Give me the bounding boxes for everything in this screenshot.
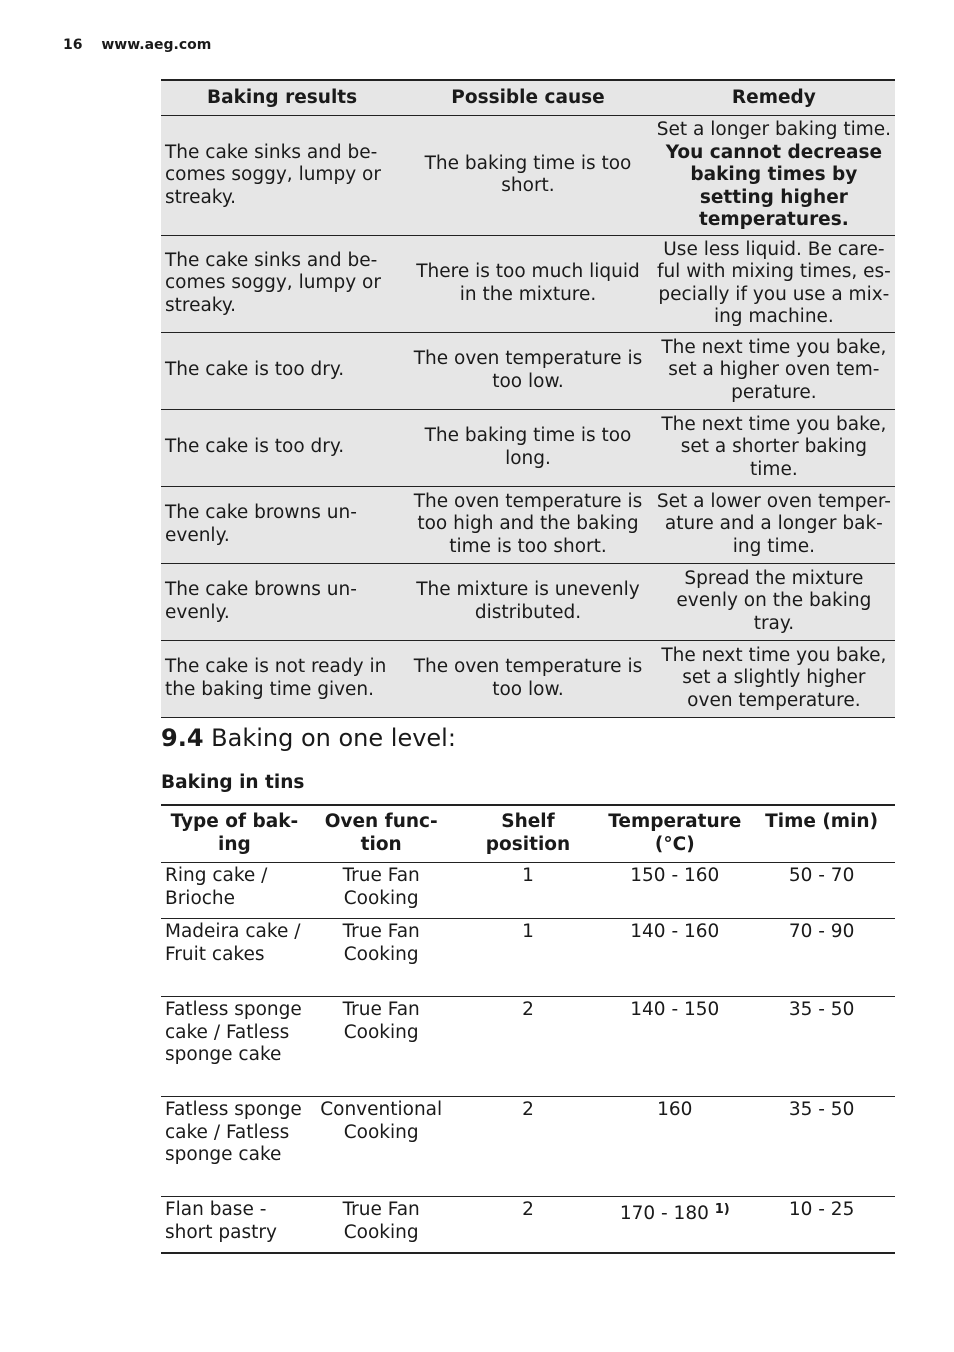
result-cell: The cake browns un-evenly.: [161, 486, 403, 563]
shelf-cell: 1: [455, 863, 602, 919]
function-cell: True Fan Cooking: [308, 863, 455, 919]
time-cell: 50 - 70: [748, 863, 895, 919]
table-row: [161, 1197, 895, 1253]
time-cell: 35 - 50: [748, 1097, 895, 1197]
function-cell: Conventional Cooking: [308, 1097, 455, 1197]
table-row: [161, 486, 895, 563]
type-cell: Flan base - short pastry: [161, 1197, 308, 1253]
cause-cell: The oven temperature is too high and the baking time is too short.: [403, 486, 653, 563]
column-header-shelf: Shelf position: [455, 805, 602, 863]
column-header-results: Baking results: [161, 80, 403, 116]
table-row: [161, 332, 895, 409]
temperature-cell: 160: [601, 1097, 748, 1197]
temperature-cell: [601, 1197, 748, 1253]
cause-cell: The oven temperature is too low.: [403, 640, 653, 717]
cause-cell: The baking time is too short.: [403, 116, 653, 236]
footnote-marker: 1): [714, 1202, 730, 1217]
type-cell: Ring cake / Brioche: [161, 863, 308, 919]
column-header-cause: Possible cause: [403, 80, 653, 116]
table-row: [161, 235, 895, 332]
table-row: [161, 1097, 895, 1197]
table-header-row: [161, 80, 895, 116]
section-title-text: Baking on one level:: [211, 724, 456, 752]
time-cell: 10 - 25: [748, 1197, 895, 1253]
table-row: [161, 640, 895, 717]
temperature-cell: 150 - 160: [601, 863, 748, 919]
table-row: [161, 863, 895, 919]
result-cell: The cake browns un-evenly.: [161, 563, 403, 640]
remedy-cell: The next time you bake, set a slightly higher oven temperature.: [653, 640, 895, 717]
shelf-cell: 2: [455, 997, 602, 1097]
function-cell: True Fan Cooking: [308, 919, 455, 997]
remedy-cell: Use less liquid. Be care-ful with mixing times, es-pecially if you use a mix-ing machine.: [653, 235, 895, 332]
shelf-cell: 2: [455, 1097, 602, 1197]
type-cell: Madeira cake / Fruit cakes: [161, 919, 308, 997]
column-header-temperature: Temperature (°C): [601, 805, 748, 863]
cause-cell: There is too much liquid in the mixture.: [403, 235, 653, 332]
section-heading: [161, 724, 456, 752]
remedy-cell: [653, 116, 895, 236]
remedy-cell: Spread the mixture evenly on the baking tray.: [653, 563, 895, 640]
troubleshooting-table: [161, 79, 895, 718]
result-cell: The cake sinks and be-comes soggy, lumpy or streaky.: [161, 116, 403, 236]
shelf-cell: 1: [455, 919, 602, 997]
remedy-cell: Set a lower oven temper-ature and a longer bak-ing time.: [653, 486, 895, 563]
time-cell: 70 - 90: [748, 919, 895, 997]
temperature-cell: 140 - 160: [601, 919, 748, 997]
temperature-value: 170 - 180: [619, 1203, 709, 1224]
page-number: 16: [63, 37, 83, 53]
table-row: [161, 563, 895, 640]
table-row: [161, 116, 895, 236]
remedy-text: Set a longer baking time.: [656, 119, 891, 140]
table-row: [161, 409, 895, 486]
result-cell: The cake is not ready in the baking time given.: [161, 640, 403, 717]
remedy-cell: The next time you bake, set a shorter baking time.: [653, 409, 895, 486]
column-header-type: Type of bak-ing: [161, 805, 308, 863]
baking-tins-table: [161, 804, 895, 1254]
table-row: [161, 997, 895, 1097]
type-cell: Fatless sponge cake / Fatless sponge cake: [161, 997, 308, 1097]
result-cell: The cake is too dry.: [161, 409, 403, 486]
table-row: [161, 919, 895, 997]
shelf-cell: 2: [455, 1197, 602, 1253]
temperature-cell: 140 - 150: [601, 997, 748, 1097]
remedy-warning: You cannot decrease baking times by setting higher temperatures.: [665, 141, 883, 230]
cause-cell: The oven temperature is too low.: [403, 332, 653, 409]
result-cell: The cake sinks and be-comes soggy, lumpy or streaky.: [161, 235, 403, 332]
type-cell: Fatless sponge cake / Fatless sponge cake: [161, 1097, 308, 1197]
column-header-remedy: Remedy: [653, 80, 895, 116]
cause-cell: The baking time is too long.: [403, 409, 653, 486]
cause-cell: The mixture is unevenly distributed.: [403, 563, 653, 640]
function-cell: True Fan Cooking: [308, 997, 455, 1097]
section-number: 9.4: [161, 724, 204, 752]
time-cell: 35 - 50: [748, 997, 895, 1097]
column-header-time: Time (min): [748, 805, 895, 863]
subsection-heading: Baking in tins: [161, 772, 305, 793]
table-header-row: [161, 805, 895, 863]
remedy-cell: The next time you bake, set a higher oven tem-perature.: [653, 332, 895, 409]
column-header-function: Oven func-tion: [308, 805, 455, 863]
website-link[interactable]: www.aeg.com: [101, 37, 212, 53]
page-header: [63, 37, 211, 53]
result-cell: The cake is too dry.: [161, 332, 403, 409]
function-cell: True Fan Cooking: [308, 1197, 455, 1253]
